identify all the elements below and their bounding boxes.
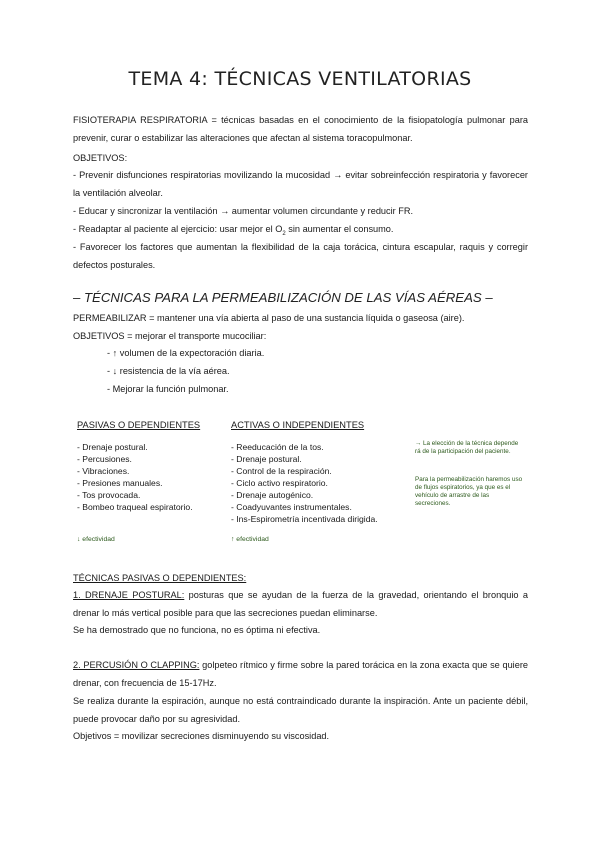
bullet-expectoracion: - ↑ volumen de la expectoración diaria.	[107, 348, 265, 358]
percusion-paragraph	[73, 656, 528, 692]
active-column-header: ACTIVAS O INDEPENDIENTES	[231, 420, 365, 430]
list-item: - Drenaje postural.	[231, 454, 302, 464]
objective-2: - Educar y sincronizar la ventilación → aumentar volumen circundante y reducir FR.	[73, 206, 414, 216]
objective-3-text: - Readaptar al paciente al ejercicio: usar mejor el O	[73, 224, 283, 234]
permeabilizar-definition: PERMEABILIZAR = mantener una vía abierta al paso de una sustancia líquida o gaseosa (aire).	[73, 313, 465, 323]
objective-3-text-end: sin aumentar el consumo.	[285, 224, 394, 234]
oxygen-subscript: 2	[282, 230, 286, 237]
drenaje-note: Se ha demostrado que no funciona, no es óptima ni efectiva.	[73, 625, 321, 635]
percusion-title: 2. PERCUSIÓN O CLAPPING:	[73, 660, 200, 670]
percusion-objectives: Objetivos = movilizar secreciones disminuyendo su viscosidad.	[73, 731, 330, 741]
objetivos-line: OBJETIVOS = mejorar el transporte mucociliar:	[73, 331, 267, 341]
list-item: - Tos provocada.	[77, 490, 141, 500]
percusion-text: golpeteo rítmico y firme sobre la pared torácica en la zona exacta que se quiere drenar, con frecuencia de 15-17Hz.	[73, 660, 528, 688]
list-item: - Presiones manuales.	[77, 478, 163, 488]
list-item: - Drenaje autogénico.	[231, 490, 314, 500]
objectives-label: OBJETIVOS:	[73, 153, 128, 163]
drenaje-paragraph	[73, 586, 528, 622]
drenaje-text: posturas que se ayudan de la fuerza de la gravedad, orientando el bronquio a drenar lo más vertical posible para que las secreciones puedan eliminarse.	[73, 590, 528, 618]
list-item: - Coadyuvantes instrumentales.	[231, 502, 352, 512]
objective-1: - Prevenir disfunciones respiratorias movilizando la mucosidad → evitar sobreinfección respiratoria y favorecer la ventilación alveolar.	[73, 170, 528, 198]
objective-4: - Favorecer los factores que aumentan la flexibilidad de la caja torácica, cintura escapular, raquis y corregir defectos posturales.	[73, 242, 528, 270]
passive-techniques-heading: TÉCNICAS PASIVAS O DEPENDIENTES:	[73, 573, 247, 583]
active-list	[231, 441, 378, 525]
list-item: - Ins-Espirometría incentivada dirigida.	[231, 514, 378, 524]
handwritten-note-flows: Para la permeabilización haremos uso de flujos espiratorios, ya que es el vehículo de arrastre de las secreciones.	[415, 476, 523, 507]
drenaje-title: 1. DRENAJE POSTURAL:	[73, 590, 185, 600]
list-item: - Control de la respiración.	[231, 466, 332, 476]
passive-list	[77, 441, 193, 513]
passive-effectiveness-note: ↓ efectividad	[77, 536, 115, 543]
bullet-funcion: - Mejorar la función pulmonar.	[107, 384, 229, 394]
list-item: - Vibraciones.	[77, 466, 130, 476]
list-item: - Reeducación de la tos.	[231, 442, 324, 452]
page-title: TEMA 4: TÉCNICAS VENTILATORIAS	[128, 68, 472, 90]
list-item: - Drenaje postural.	[77, 442, 148, 452]
list-item: - Bombeo traqueal espiratorio.	[77, 502, 193, 512]
section-heading: – TÉCNICAS PARA LA PERMEABILIZACIÓN DE LAS VÍAS AÉREAS –	[73, 290, 493, 305]
list-item: - Percusiones.	[77, 454, 132, 464]
definition-paragraph: FISIOTERAPIA RESPIRATORIA = técnicas basadas en el conocimiento de la fisiopatología pulmonar para prevenir, curar o estabilizar las alteraciones que afectan al sistema toracopulmonar.	[73, 115, 528, 143]
handwritten-note-choice: → La elección de la técnica depende rá de la participación del paciente.	[415, 440, 519, 455]
list-item: - Ciclo activo respiratorio.	[231, 478, 328, 488]
bullet-resistencia: - ↓ resistencia de la vía aérea.	[107, 366, 230, 376]
active-effectiveness-note: ↑ efectividad	[231, 536, 269, 543]
passive-column-header: PASIVAS O DEPENDIENTES	[77, 420, 201, 430]
percusion-note: Se realiza durante la espiración, aunque no está contraindicado durante la inspiración. Ante un paciente débil, puede provocar daño por su agresividad.	[73, 696, 528, 724]
